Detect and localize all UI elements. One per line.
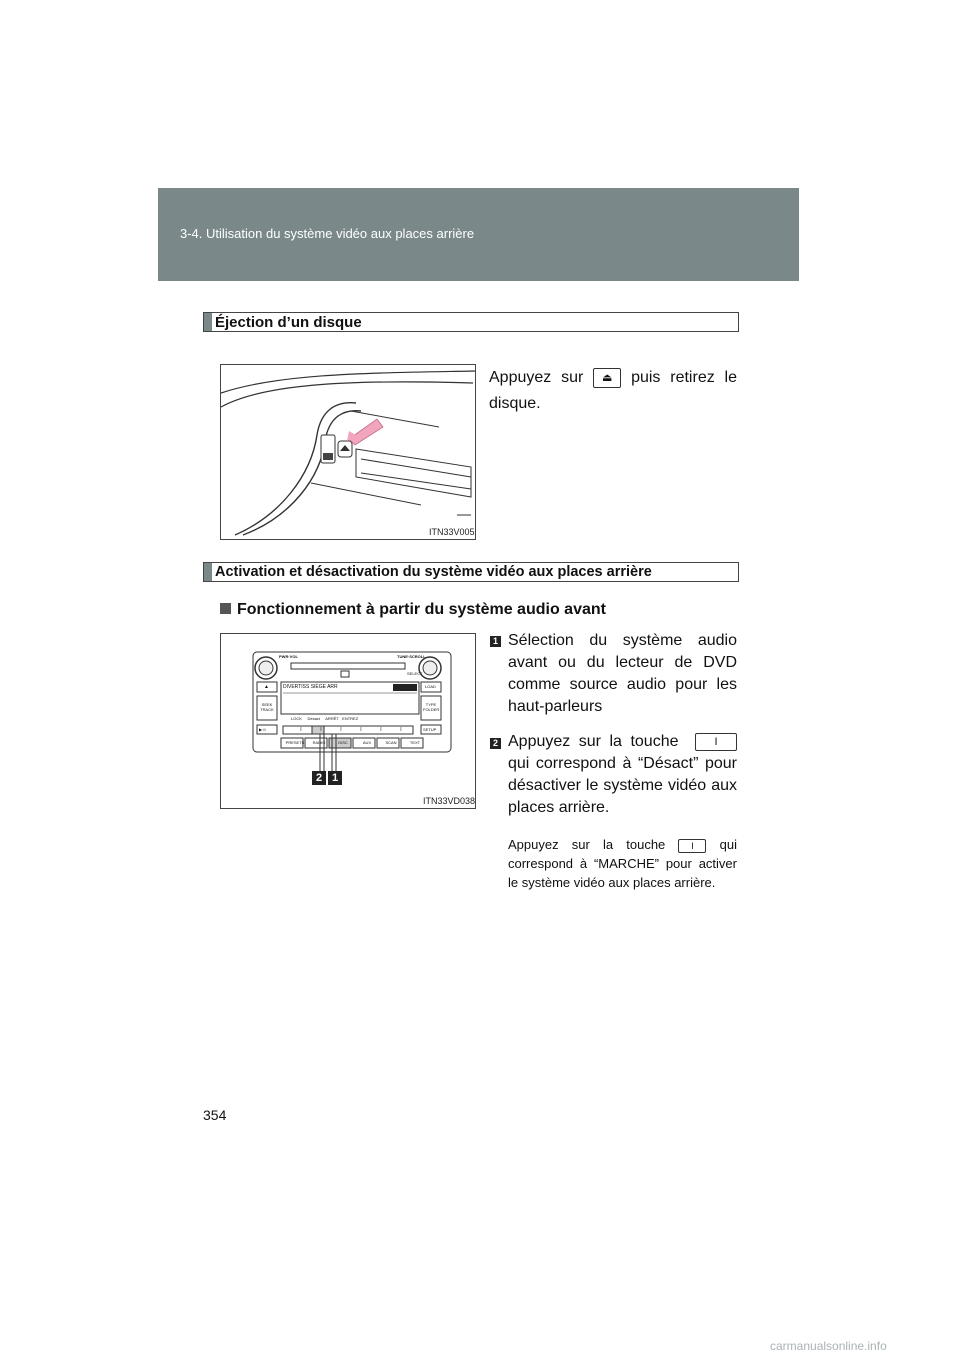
right-button-load: LOAD xyxy=(425,684,436,689)
left-button-play: ▶·II xyxy=(259,727,266,732)
display-options: LOCK Désact ARRÊT ENTREZ xyxy=(291,716,359,721)
number-buttons: I I I I I I xyxy=(300,727,402,733)
step-1-text: Sélection du système audio avant ou du lecteur de DVD comme source audio pour les haut-parleurs xyxy=(508,632,737,715)
display-title: DIVERTISS SIÈGE ARR xyxy=(283,684,338,690)
step-marker-2: 2 xyxy=(490,738,501,749)
step-2-text: Appuyez sur la touche I qui correspond à “Désact” pour désactiver le système vidéo aux places arrière. xyxy=(508,733,737,816)
eject-illustration xyxy=(221,365,475,539)
watermark: carmanualsonline.info xyxy=(770,1339,887,1353)
callout-1: 1 xyxy=(328,771,342,785)
left-button-seek: SEEK TRACK xyxy=(260,702,274,712)
subheading: Fonctionnement à partir du système audio avant xyxy=(220,601,606,619)
section-eject-bar xyxy=(203,312,739,332)
right-button-setup: SETUP xyxy=(423,727,437,732)
figure-code: ITN33VD038 xyxy=(423,796,476,806)
right-button-type: TYPE FOLDER xyxy=(423,702,440,712)
section-title-rear-video: Activation et désactivation du système vidéo aux places arrière xyxy=(215,564,652,580)
chapter-title: 3-4. Utilisation du système vidéo aux places arrière xyxy=(180,226,475,241)
square-bullet-icon xyxy=(220,603,231,614)
section-tab-marker xyxy=(204,563,212,581)
tune-scroll-label: TUNE·SCROLL xyxy=(397,654,426,659)
preset-button-icon: I xyxy=(695,733,737,751)
step-marker-1: 1 xyxy=(490,636,501,647)
eject-figure xyxy=(220,364,476,540)
arrow-icon xyxy=(349,419,383,445)
callout-2: 2 xyxy=(312,771,326,785)
left-button-eject: ▲ xyxy=(264,684,269,690)
pwr-vol-label: PWR·VOL xyxy=(279,654,298,659)
audio-panel-figure xyxy=(220,633,476,809)
note-text: Appuyez sur la touche I qui correspond à “MARCHE” pour activer le système vidéo aux places arrière. xyxy=(508,837,737,890)
page-number: 354 xyxy=(203,1107,227,1123)
section-rear-video-bar xyxy=(203,562,739,582)
preset-button-icon: I xyxy=(678,839,706,853)
eject-icon: ⏏ xyxy=(593,368,621,388)
figure-code: ITN33V005 xyxy=(429,527,475,537)
section-tab-marker xyxy=(204,313,212,331)
audio-panel-illustration xyxy=(221,634,475,808)
bottom-buttons: PRESETS RADIO DISC AUX SCAN TEXT xyxy=(285,740,421,745)
section-title-eject: Éjection d’un disque xyxy=(215,314,362,331)
select-label: SELECT xyxy=(407,671,423,676)
eject-instruction: Appuyez sur ⏏ puis retirez le disque. xyxy=(489,369,738,412)
